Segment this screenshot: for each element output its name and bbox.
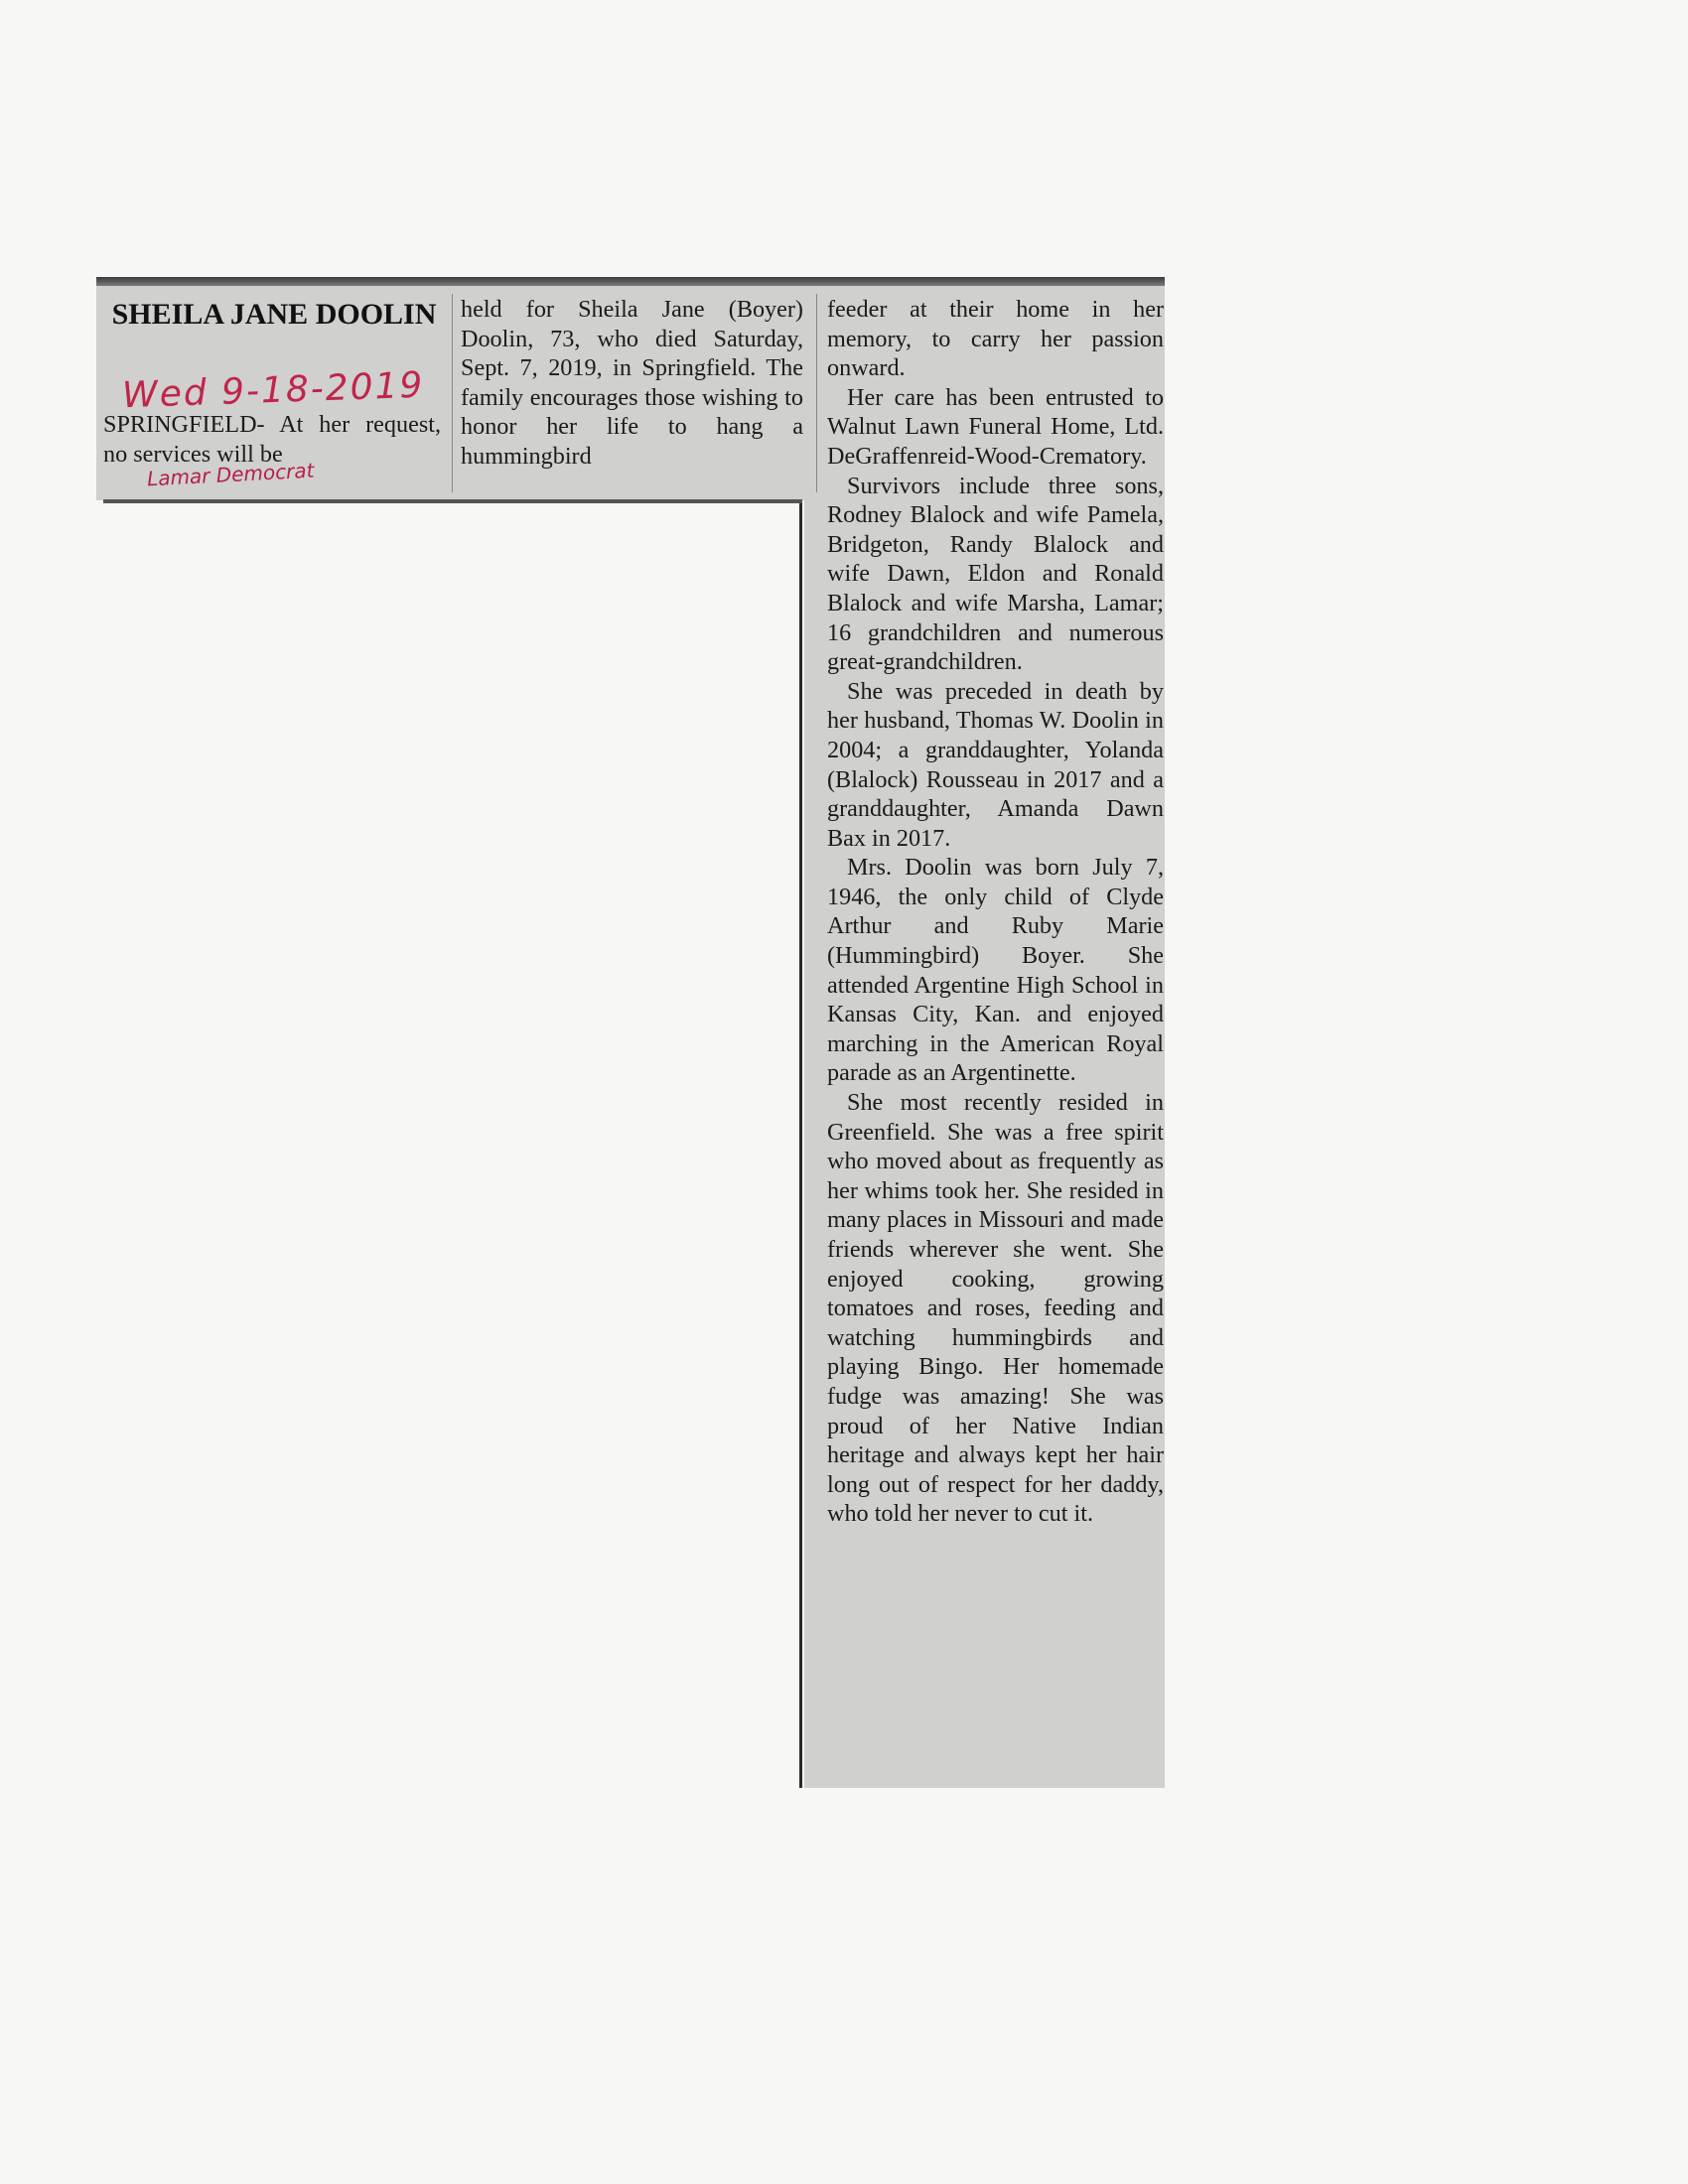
paragraph: Her care has been entrusted to Walnut Lawn Funeral Home, Ltd. DeGraffenreid-Wood-Crematory. [827, 383, 1164, 470]
paragraph: feeder at their home in her memory, to carry her passion onward. [827, 296, 1164, 382]
column-2-text [461, 295, 803, 472]
paragraph: SPRINGFIELD- At her request, no services will be [103, 411, 441, 468]
paragraph: She most recently resided in Greenfield. She was a free spirit who moved about as frequently as her whims took her. She resided in many places in Missouri and made friends wherever she went. She enjoyed cooking, growing tomatoes and roses, feeding and watching hummingbirds and playing Bingo. Her homemade fudge was amazing! She was proud of her Native Indian heritage and always kept her hair long out of respect for her daddy, who told her never to cut it. [827, 1089, 1164, 1528]
paragraph: Mrs. Doolin was born July 7, 1946, the only child of Clyde Arthur and Ruby Marie (Hummingbird) Boyer. She attended Argentine High School in Kansas City, Kan. and enjoyed marching in the American Royal parade as an Argentinette. [827, 854, 1164, 1087]
handwritten-date: Wed 9-18-2019 [121, 364, 425, 417]
clipping-cut-edge-horizontal [103, 499, 802, 503]
column-rule [452, 294, 453, 492]
paragraph: held for Sheila Jane (Boyer) Doolin, 73, who died Saturday, Sept. 7, 2019, in Springfield. The family encourages those wishing to honor her life to hang a hummingbird [461, 296, 803, 470]
paragraph: Survivors include three sons, Rodney Blalock and wife Pamela, Bridgeton, Randy Blalock and wife Dawn, Eldon and Ronald Blalock and wife Marsha, Lamar; 16 grandchildren and numerous great-grandchildren. [827, 472, 1164, 676]
column-rule [816, 294, 817, 492]
column-3-text [827, 295, 1164, 1529]
clipping-cut-edge-vertical [799, 499, 802, 1788]
handwritten-newspaper-name: Lamar Democrat [146, 458, 315, 491]
paragraph: She was preceded in death by her husband, Thomas W. Doolin in 2004; a granddaughter, Yolanda (Blalock) Rousseau in 2017 and a granddaughter, Amanda Dawn Bax in 2017. [827, 677, 1164, 852]
obituary-headline: SHEILA JANE DOOLIN [111, 298, 437, 331]
